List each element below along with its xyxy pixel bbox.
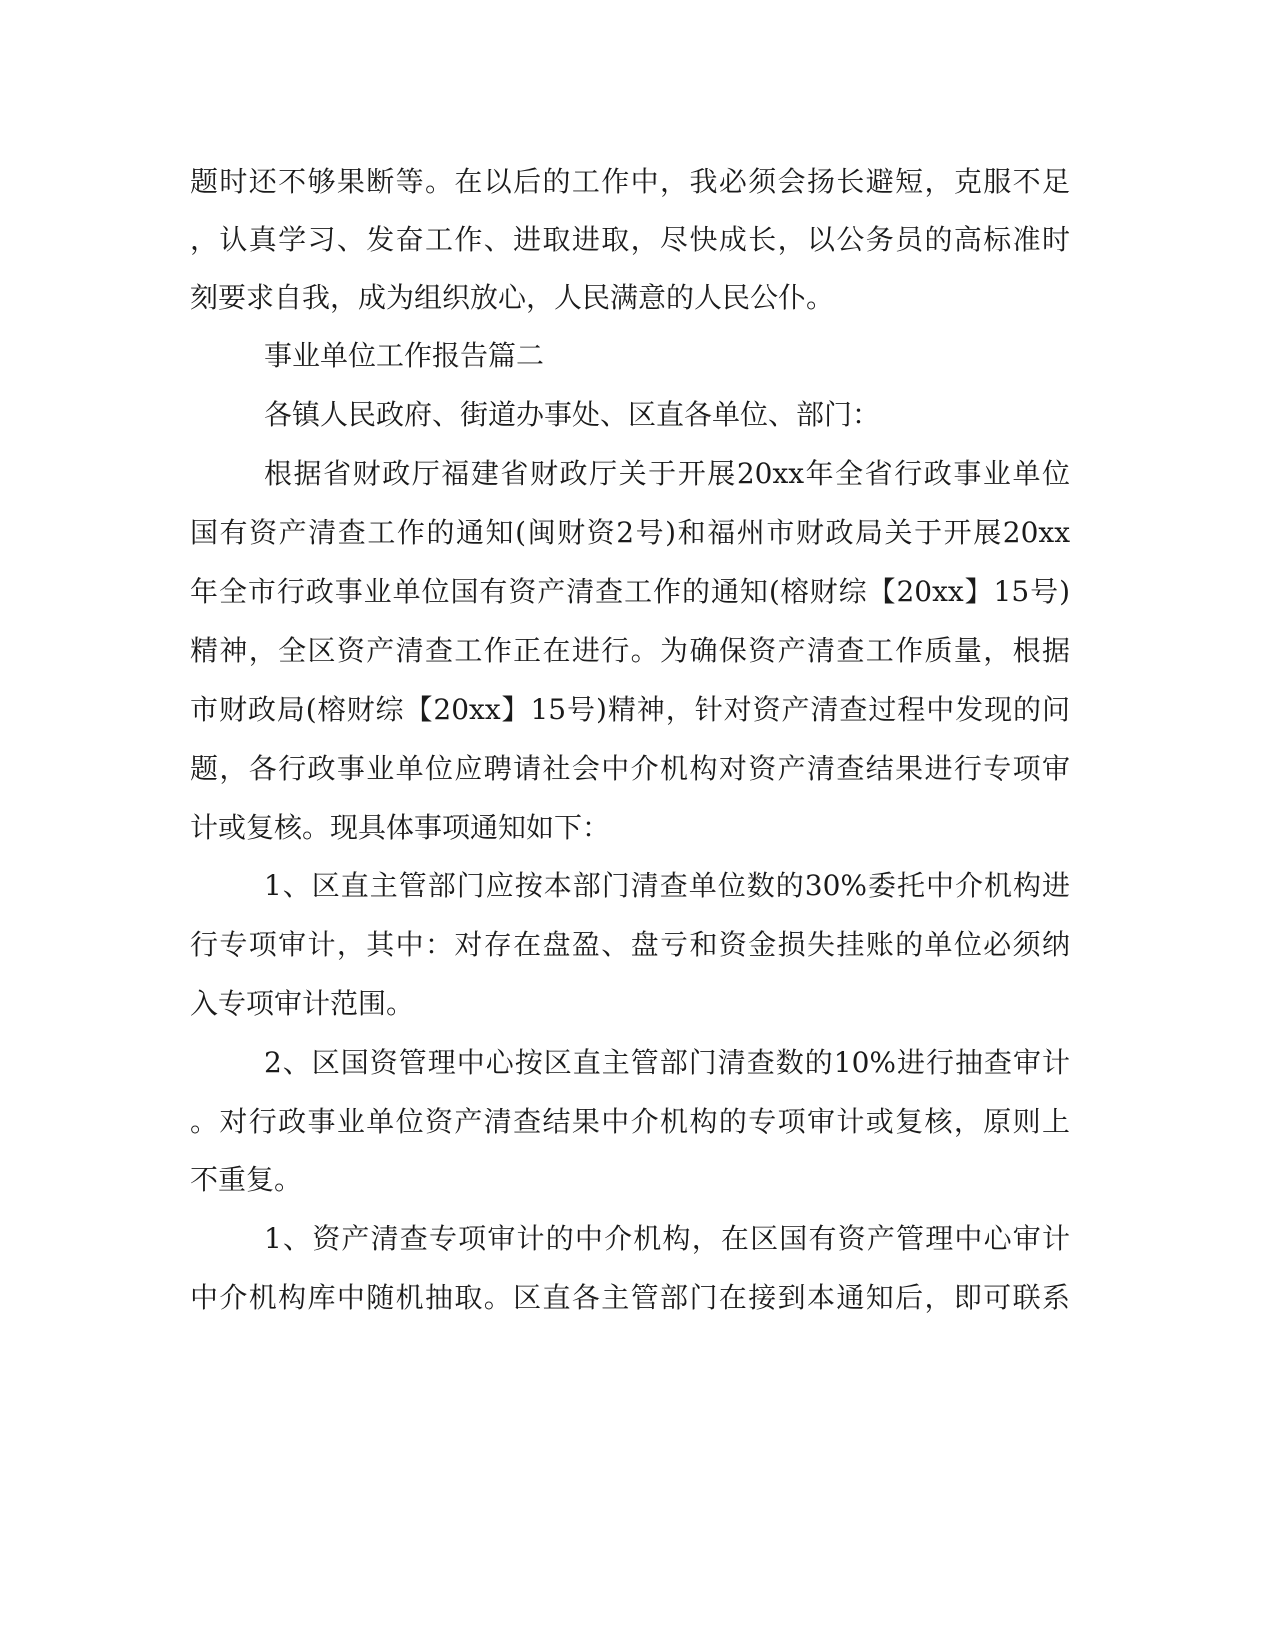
- section-heading: 事业单位工作报告篇二: [264, 339, 545, 372]
- body-text-line: 不重复。: [190, 1163, 303, 1196]
- body-text-line: 题时还不够果断等。在以后的工作中，我必须会扬长避短，克服不足: [190, 165, 1070, 198]
- body-text-line: 入专项审计范围。: [190, 987, 415, 1020]
- body-text-line: 2、区国资管理中心按区直主管部门清查数的10%进行抽查审计: [264, 1046, 1070, 1079]
- body-text-line: 计或复核。现具体事项通知如下：: [190, 811, 611, 844]
- body-text-line: 年全市行政事业单位国有资产清查工作的通知(榕财综【20xx】15号): [190, 575, 1070, 608]
- body-text-line: 题，各行政事业单位应聘请社会中介机构对资产清查结果进行专项审: [190, 752, 1070, 785]
- body-text-line: 1、区直主管部门应按本部门清查单位数的30%委托中介机构进: [264, 869, 1070, 902]
- body-text-line: 根据省财政厅福建省财政厅关于开展20xx年全省行政事业单位: [264, 457, 1070, 490]
- body-text-line: 1、资产清查专项审计的中介机构，在区国有资产管理中心审计: [264, 1222, 1070, 1255]
- body-text-line: ，认真学习、发奋工作、进取进取，尽快成长，以公务员的高标准时: [190, 223, 1070, 256]
- body-text-line: 精神，全区资产清查工作正在进行。为确保资产清查工作质量，根据: [190, 634, 1070, 667]
- body-text-line: 国有资产清查工作的通知(闽财资2号)和福州市财政局关于开展20xx: [190, 516, 1070, 549]
- body-text-line: 中介机构库中随机抽取。区直各主管部门在接到本通知后，即可联系: [190, 1281, 1070, 1314]
- salutation-line: 各镇人民政府、街道办事处、区直各单位、部门：: [264, 398, 881, 431]
- body-text-line: 市财政局(榕财综【20xx】15号)精神，针对资产清查过程中发现的问: [190, 693, 1070, 726]
- body-text-line: 。对行政事业单位资产清查结果中介机构的专项审计或复核，原则上: [190, 1105, 1070, 1138]
- body-text-line: 行专项审计，其中：对存在盘盈、盘亏和资金损失挂账的单位必须纳: [190, 928, 1070, 961]
- body-text-line: 刻要求自我，成为组织放心，人民满意的人民公仆。: [190, 281, 835, 314]
